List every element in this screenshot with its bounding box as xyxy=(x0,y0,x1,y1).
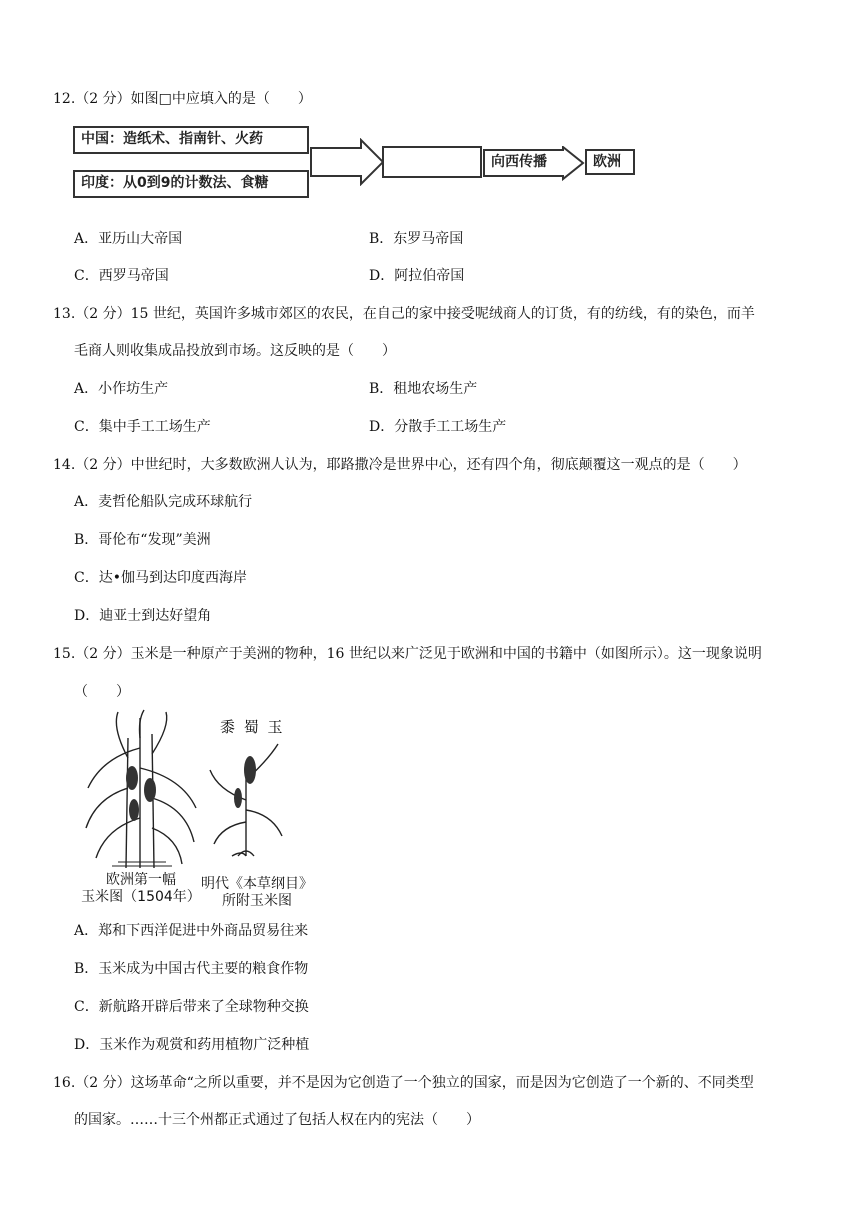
q13-option-d[interactable]: D．分散手工工场生产 xyxy=(369,419,507,435)
q15-option-a[interactable]: A．郑和下西洋促进中外商品贸易往来 xyxy=(74,923,309,939)
q14-option-b[interactable]: B．哥伦布“发现”美洲 xyxy=(74,532,211,548)
q15-option-b[interactable]: B．玉米成为中国古代主要的粮食作物 xyxy=(74,961,309,977)
right-figure-title: 黍 蜀 玉 xyxy=(220,718,285,736)
corn-plant-right-icon xyxy=(208,740,284,860)
west-label: 向西传播 xyxy=(491,154,547,170)
india-box: 印度：从0到9的计数法、食糖 xyxy=(73,170,309,198)
q14-option-a[interactable]: A．麦哲伦船队完成环球航行 xyxy=(74,494,253,510)
right-caption-line2: 所附玉米图 xyxy=(222,893,292,909)
q12-option-b[interactable]: B．东罗马帝国 xyxy=(369,231,464,247)
left-caption-line1: 欧洲第一幅 xyxy=(106,872,176,888)
q13-option-a[interactable]: A．小作坊生产 xyxy=(74,381,169,397)
q16-stem-line2: 的国家。……十三个州都正式通过了包括人权在内的宪法（ ） xyxy=(74,1112,480,1128)
q15-figure xyxy=(80,706,313,909)
corn-plant-left-icon xyxy=(82,708,200,870)
q16-stem-line1: 16.（2 分）这场革命“之所以重要，并不是因为它创造了一个独立的国家，而是因为它创造了一个新的、不同类型 xyxy=(53,1075,754,1091)
q13-option-b[interactable]: B．租地农场生产 xyxy=(369,381,478,397)
q15-stem-line1: 15.（2 分）玉米是一种原产于美洲的物种，16 世纪以来广泛见于欧洲和中国的书籍中（如图所示）。这一现象说明 xyxy=(53,646,762,662)
left-caption-line2: 玉米图（1504年） xyxy=(81,889,201,905)
q13-stem-line2: 毛商人则收集成品投放到市场。这反映的是（ ） xyxy=(74,343,396,359)
china-box: 中国：造纸术、指南针、火药 xyxy=(73,126,309,154)
q12-stem: 12.（2 分）如图□中应填入的是（ ） xyxy=(53,91,312,107)
q14-option-c[interactable]: C．达•伽马到达印度西海岸 xyxy=(74,570,247,586)
europe-box: 欧洲 xyxy=(585,149,635,175)
q15-option-d[interactable]: D．玉米作为观赏和药用植物广泛种植 xyxy=(74,1037,310,1053)
arrow-right-icon xyxy=(309,138,389,186)
q14-option-d[interactable]: D．迪亚士到达好望角 xyxy=(74,608,212,624)
q12-option-c[interactable]: C．西罗马帝国 xyxy=(74,268,169,284)
q12-option-d[interactable]: D．阿拉伯帝国 xyxy=(369,268,465,284)
q12-option-a[interactable]: A．亚历山大帝国 xyxy=(74,231,183,247)
q12-diagram xyxy=(73,124,643,204)
q15-option-c[interactable]: C．新航路开辟后带来了全球物种交换 xyxy=(74,999,309,1015)
q13-option-c[interactable]: C．集中手工工场生产 xyxy=(74,419,211,435)
q13-stem-line1: 13.（2 分）15 世纪，英国许多城市郊区的农民，在自己的家中接受呢绒商人的订货，有的纺线，有的染色，而羊 xyxy=(53,306,755,322)
q14-stem: 14.（2 分）中世纪时，大多数欧洲人认为，耶路撒冷是世界中心，还有四个角，彻底颠覆这一观点的是（ ） xyxy=(53,457,747,473)
q15-stem-line2: （ ） xyxy=(74,684,130,700)
right-caption-line1: 明代《本草纲目》 xyxy=(201,876,313,892)
blank-box xyxy=(382,146,482,178)
